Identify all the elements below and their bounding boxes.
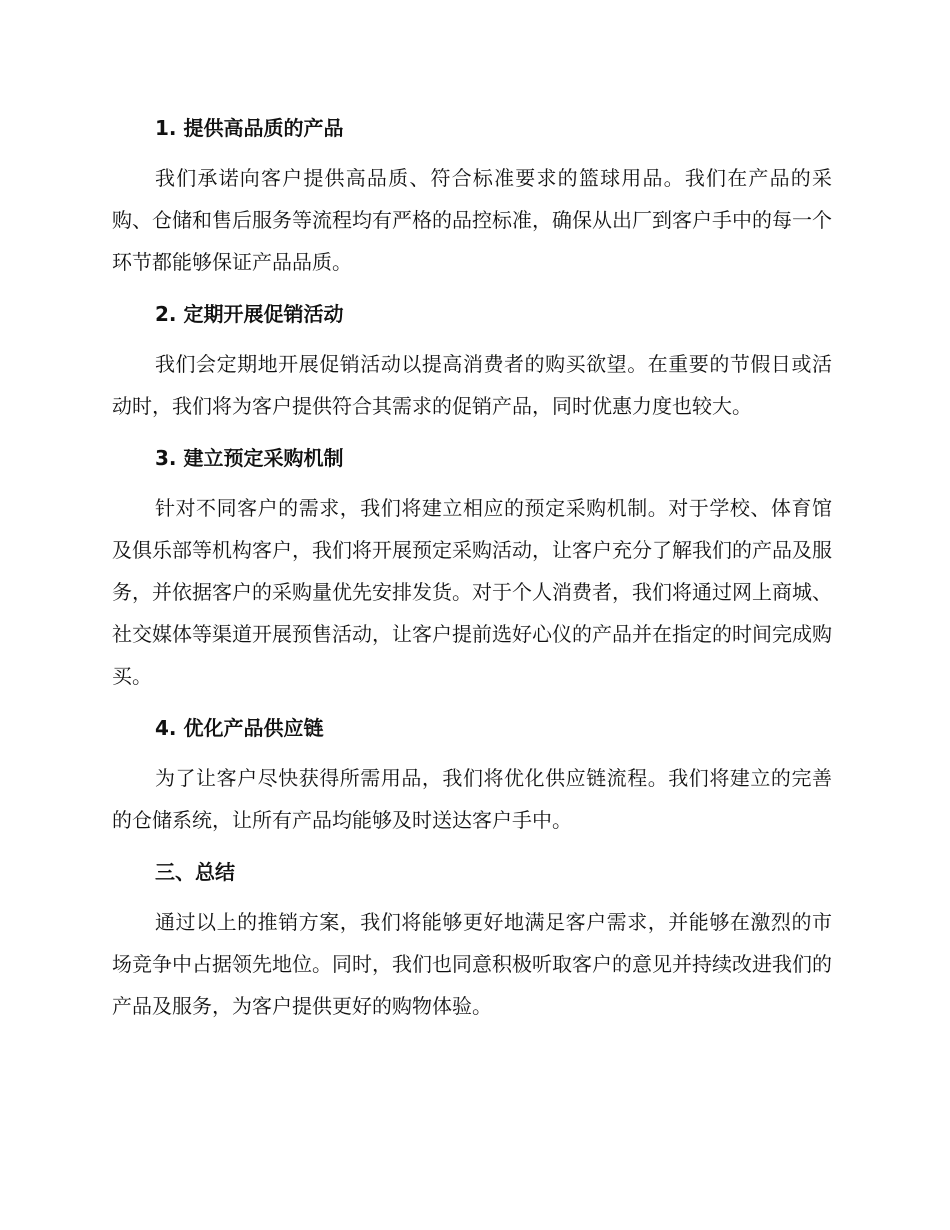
section-paragraph-3: 针对不同客户的需求，我们将建立相应的预定采购机制。对于学校、体育馆及俱乐部等机构客户，我们将开展预定采购活动，让客户充分了解我们的产品及服务，并依据客户的采购量优先安排发货。对于个人消费者，我们将通过网上商城、社交媒体等渠道开展预售活动，让客户提前选好心仪的产品并在指定的时间完成购买。 — [112, 496, 832, 688]
section-heading-3: 3. 建立预定采购机制 — [155, 446, 344, 470]
section-heading-2: 2. 定期开展促销活动 — [155, 302, 344, 326]
section-paragraph-4: 为了让客户尽快获得所需用品，我们将优化供应链流程。我们将建立的完善的仓储系统，让所有产品均能够及时送达客户手中。 — [112, 766, 832, 832]
summary-heading: 三、总结 — [155, 860, 235, 884]
section-paragraph-2: 我们会定期地开展促销活动以提高消费者的购买欲望。在重要的节假日或活动时，我们将为客户提供符合其需求的促销产品，同时优惠力度也较大。 — [112, 352, 832, 418]
document-body — [112, 109, 832, 1039]
section-heading-4: 4. 优化产品供应链 — [155, 716, 324, 740]
summary-paragraph: 通过以上的推销方案，我们将能够更好地满足客户需求，并能够在激烈的市场竞争中占据领先地位。同时，我们也同意积极听取客户的意见并持续改进我们的产品及服务，为客户提供更好的购物体验。 — [112, 910, 832, 1018]
section-heading-1: 1. 提供高品质的产品 — [155, 116, 344, 140]
section-paragraph-1: 我们承诺向客户提供高品质、符合标准要求的篮球用品。我们在产品的采购、仓储和售后服务等流程均有严格的品控标准，确保从出厂到客户手中的每一个环节都能够保证产品品质。 — [112, 166, 832, 274]
